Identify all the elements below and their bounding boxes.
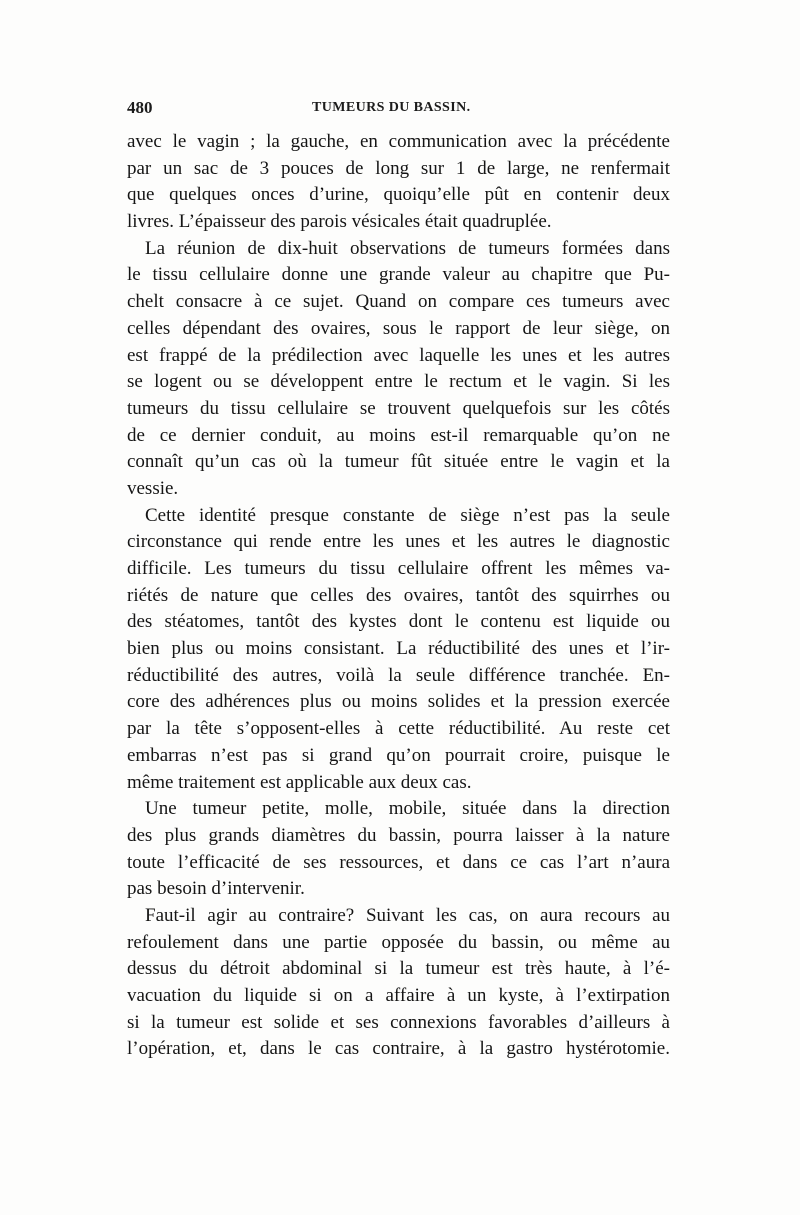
text-line: des plus grands diamètres du bassin, pourra laisser à la nature (127, 824, 670, 846)
paragraph-1 (127, 129, 670, 236)
paragraph-2 (127, 236, 670, 503)
text-line: bien plus ou moins consistant. La réductibilité des unes et l’ir- (127, 638, 670, 660)
text-line: tumeurs du tissu cellulaire se trouvent quelquefois sur les côtés (127, 397, 670, 419)
text-line: Faut-il agir au contraire? Suivant les cas, on aura recours au (145, 904, 670, 926)
page-header (127, 98, 670, 124)
text-line: connaît qu’un cas où la tumeur fût située entre le vagin et la (127, 451, 670, 473)
text-line: chelt consacre à ce sujet. Quand on compare ces tumeurs avec (127, 291, 670, 313)
text-line: si la tumeur est solide et ses connexions favorables d’ailleurs à (127, 1011, 670, 1033)
text-line: se logent ou se développent entre le rectum et le vagin. Si les (127, 371, 670, 393)
text-line: le tissu cellulaire donne une grande valeur au chapitre que Pu- (127, 264, 670, 286)
text-line: livres. L’épaisseur des parois vésicales était quadruplée. (127, 211, 552, 233)
text-line: Une tumeur petite, molle, mobile, située dans la direction (145, 798, 670, 820)
text-line: dessus du détroit abdominal si la tumeur est très haute, à l’é- (127, 958, 670, 980)
text-line: réductibilité des autres, voilà la seule différence tranchée. En- (127, 664, 670, 686)
text-line: pas besoin d’intervenir. (127, 878, 305, 900)
paragraph-3 (127, 503, 670, 797)
text-line: que quelques onces d’urine, quoiqu’elle pût en contenir deux (127, 184, 670, 206)
running-title: TUMEURS DU BASSIN. (312, 100, 471, 115)
text-line: embarras n’est pas si grand qu’on pourrait croire, puisque le (127, 744, 670, 766)
body-text (127, 129, 670, 1063)
text-line: vessie. (127, 477, 179, 499)
text-line: de ce dernier conduit, au moins est-il remarquable qu’on ne (127, 424, 670, 446)
text-line: par la tête s’opposent-elles à cette réductibilité. Au reste cet (127, 718, 670, 740)
text-line: avec le vagin ; la gauche, en communication avec la précédente (127, 131, 670, 152)
text-line: vacuation du liquide si on a affaire à un kyste, à l’extirpation (127, 985, 670, 1006)
text-line: circonstance qui rende entre les unes et les autres le diagnostic (127, 531, 670, 553)
text-line: l’opération, et, dans le cas contraire, à la gastro hystérotomie. (127, 1038, 670, 1060)
paragraph-5 (127, 903, 670, 1063)
text-line: Cette identité presque constante de siège n’est pas la seule (145, 504, 670, 526)
text-line: difficile. Les tumeurs du tissu cellulaire offrent les mêmes va- (127, 558, 670, 579)
text-line: celles dépendant des ovaires, sous le rapport de leur siège, on (127, 317, 670, 339)
text-line: toute l’efficacité de ses ressources, et dans ce cas l’art n’aura (127, 851, 670, 873)
paragraph-4 (127, 796, 670, 903)
text-line: riétés de nature que celles des ovaires, tantôt des squirrhes ou (127, 584, 670, 606)
text-line: par un sac de 3 pouces de long sur 1 de large, ne renfermait (127, 157, 670, 179)
text-line: même traitement est applicable aux deux cas. (127, 771, 472, 793)
text-line: refoulement dans une partie opposée du bassin, ou même au (127, 931, 670, 953)
page-number: 480 (127, 98, 153, 117)
text-line: des stéatomes, tantôt des kystes dont le contenu est liquide ou (127, 611, 670, 633)
text-line: La réunion de dix-huit observations de tumeurs formées dans (145, 237, 670, 259)
text-line: core des adhérences plus ou moins solides et la pression exercée (127, 691, 670, 713)
text-line: est frappé de la prédilection avec laquelle les unes et les autres (127, 344, 670, 366)
